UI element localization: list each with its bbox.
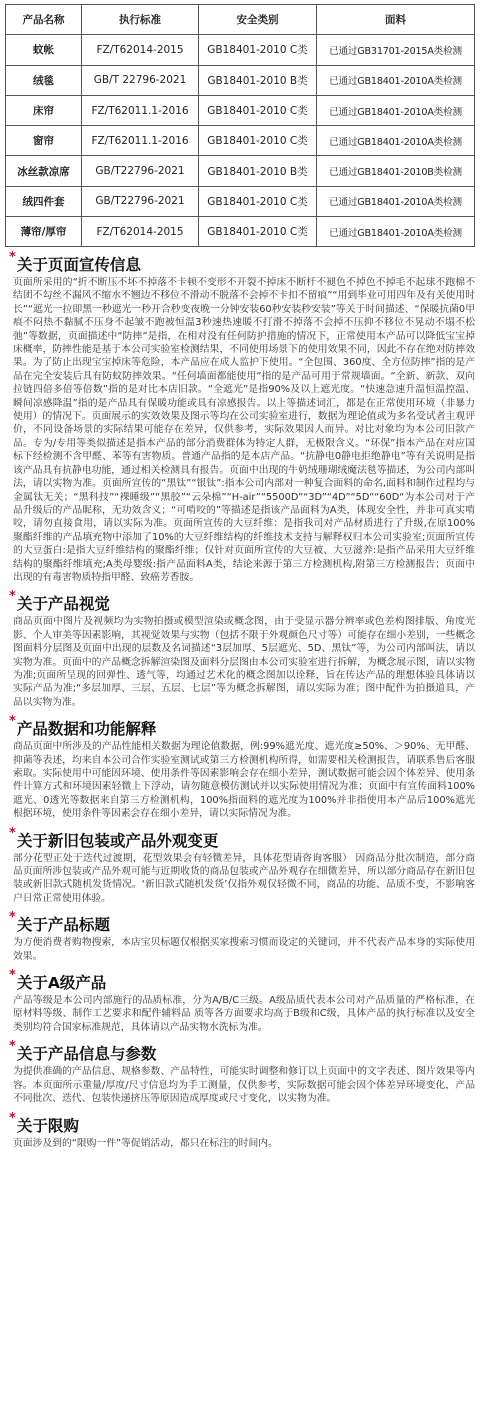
section-product-visual [9, 591, 475, 709]
cell-standard: FZ/T62014-2015 [82, 217, 199, 247]
table-row [6, 35, 475, 65]
cell-standard: FZ/T62014-2015 [82, 35, 199, 65]
table-header-row [6, 5, 475, 35]
table-row [6, 126, 475, 156]
standards-table [5, 4, 475, 247]
header-fabric: 面料 [317, 5, 475, 35]
section-body: 部分花型正处于迭代过渡期，花型效果会有轻微差异，具体花型请咨询客服） 因商品分批次制造，部分商品页面所涉包装或产品外观可能与近期收货的商品包装或产品外观存在细微差异，所以部分商品存在新旧包装或新旧款式随机发货情况。‘新旧款式随机发货’仅指外观仅轻微不同，商品的功能、品质不变，不影响客户日常正常使用体验。 [13, 852, 475, 904]
section-title: 产品数据和功能解释 [16, 720, 157, 739]
header-standard: 执行标准 [82, 5, 199, 35]
table-row [6, 217, 475, 247]
cell-safety-class: GB18401-2010 B类 [199, 65, 317, 95]
section-heading [9, 252, 475, 274]
table-row [6, 65, 475, 95]
cell-fabric: 已通过GB18401-2010A类检测 [317, 217, 475, 247]
cell-fabric: 已通过GB18401-2010A类检测 [317, 186, 475, 216]
section-heading [9, 912, 475, 934]
cell-fabric: 已通过GB18401-2010A类检测 [317, 65, 475, 95]
cell-product-name: 薄帘/厚帘 [6, 217, 82, 247]
cell-safety-class: GB18401-2010 C类 [199, 186, 317, 216]
section-heading [9, 716, 475, 738]
asterisk-icon: * [9, 250, 16, 265]
cell-standard: FZ/T62011.1-2016 [82, 126, 199, 156]
cell-standard: GB/T22796-2021 [82, 186, 199, 216]
section-title: 关于产品标题 [16, 916, 110, 935]
table-row [6, 95, 475, 125]
section-promotion-info [9, 252, 475, 584]
asterisk-icon: * [9, 825, 16, 841]
cell-product-name: 蚊帐 [6, 35, 82, 65]
section-title: 关于A级产品 [16, 974, 107, 993]
section-product-params [9, 1041, 475, 1105]
section-product-title [9, 912, 475, 963]
cell-fabric: 已通过GB18401-2010A类检测 [317, 95, 475, 125]
asterisk-icon: * [9, 1110, 16, 1126]
cell-fabric: 已通过GB18401-2010B类检测 [317, 156, 475, 186]
cell-product-name: 绒四件套 [6, 186, 82, 216]
section-a-grade [9, 970, 475, 1034]
section-purchase-limit [9, 1110, 475, 1150]
header-safety-class: 安全类别 [199, 5, 317, 35]
section-packaging-change [9, 825, 475, 906]
disclaimer-sections [9, 252, 475, 1157]
section-body: 为提供准确的产品信息、规格参数、产品特性，可能实时调整和修订以上页面中的文字表述、图片效果等内容。本页面所示重量/厚度/尺寸信息均为手工测量，仅供参考，实际数据可能会因个体差异环境变化，产品不同批次、迭代、包装快递挤压等原因造成厚度或尺寸变化，以实物为准。 [13, 1066, 475, 1105]
section-body: 为方便消费者购物搜索，本店宝贝标题仅根据买家搜索习惯而设定的关键词，并不代表产品本身的实际使用效果。 [13, 937, 475, 962]
header-product-name: 产品名称 [6, 5, 82, 35]
cell-fabric: 已通过GB18401-2010A类检测 [317, 126, 475, 156]
section-body: 页面所采用的“折不断压不坏不掉落不卡顿不变形不开裂不掉床不断杆不褪色不掉色不掉毛不起球不跑棉不结团不勾丝不漏风不缩水不翘边不移位不滑动不脱落不会掉不卡扣不留痕”“用到毕业可用四年及有关使用时长”“遮光一拉即黑一秒遮光一秒开合秒变夜晚一分钟安装60秒安装秒安装”等关于时间描述、“保暖抗菌0甲痕不闷热不黏腻不压身不起皱不跑被恒温3秒速热速暖不打滑不掉落不会掉不压抑不移位不晃动不塌不松弛”等数据，页面描述中“防摔”是指，在相对没有任何防护措施的情况下，正常使用本产品可以降低宝宝掉床概率，防摔性能是基于本公司实验室检测结果，不同使用场景下的使用效果不同，因此不存在绝对防摔效果。为了防止出现宝宝掉床等危险，本产品应在成人监护下使用。“全包围、360度、全方位防摔”指的是产品在完全安装后具有防蚊防摔效果。“任何墙面都能使用”指的是产品可用于常规墙面。“全新、新款、双向拉链四倍多倍等倍数”指的是对比本店旧款。“全遮光”是指90%及以上遮光度。“快速急速升温恒温控温、瞬间凉感降温”指的是产品具有保暖功能或具有凉感报告。以上等描述词汇，都是在正常使用环境（非暴力使用）的情况下。页面展示的实效效果及图示等均在公司实验室进行，数据为理论值或为多名受试者主观评价，不同设备场景的实际结果可能存在差异，仅供参考，实际效果因人而异。对比对象均为本公司旧款产品。专为/专用等类似描述是指本产品的部分消费群体为特定人群，无极限含义。“环保”指本产品在对应国标下经检测不含甲醛、苯等有害物质。普通产品指的是本店产品。“抗静电0静电拒绝静电”等有关说明是指该产品具有抗静电功能，通过相关检测具有报告。页面中出现的牛奶绒珊瑚绒魔法毯等描述，为公司内部叫法，请以实物为准。页面所宣传的“黑钛”“银钛”:指本公司内部对一种复合面料的命名,面料和制作过程均与金属钛无关；“黑科技”“裸睡级”“黑胶”“云朵棉”“H-air”“5500D”“3D”“4D”“5D”“60D“为本公司对于产品升级后的产品昵称，无功效含义；“可啃咬的”等描述是指该产品面料为A类，体现安全性，并非可真实啃咬，请勿直接食用，请以实际为准。页面所宣传的大豆纤维：是指我司对产品材质进行了升级,在原100%聚酯纤维的产品填充物中添加了10%的大豆纤维结构的纤维技术支持与解释权归本公司实验室;页面所宣传的大豆蛋白:是指大豆纤维结构的聚酯纤维；仅针对页面所宣传的大豆被、大豆滋养:是指产品采用大豆纤维结构的聚酯纤维填充;A类母婴级:指产品面料A类，结论来源于第三方检测机构,附第三方检测报告；页面中出现的有毒害物质特指甲醛、致癌芳香胺。 [13, 277, 475, 583]
cell-safety-class: GB18401-2010 C类 [199, 95, 317, 125]
cell-product-name: 床帘 [6, 95, 82, 125]
section-body: 商品页面中图片及视频均为实物拍摄或模型渲染或概念图，由于受显示器分辨率或色差构图排版、角度光影、个人审美等因素影响，其视觉效果与实物（包括不限于外观颜色尺寸等）可能存在细小差别，一些概念图面料分层图及页面中出现的层数及名词描述“3层加厚、5层遮光、5D、黑钛”等，为公司内部叫法，请以实物为准。页面中的产品概念拆解渲染图及面料分层图由本公司实验室进行拆解，为概念展示图，请以实物为准;页面所呈现的回弹性、透气等，均通过艺术化的概念图加以诠释，旨在传达产品的理想体验具体请以实际产品为准;“多层加厚、三层、五层、七层”等为概念拆解图，请以实际为准；图中配件为拍摄道具，产品以实物为准。 [13, 616, 475, 708]
cell-standard: FZ/T62011.1-2016 [82, 95, 199, 125]
section-heading [9, 591, 475, 613]
section-title: 关于页面宣传信息 [16, 256, 141, 274]
cell-standard: GB/T22796-2021 [82, 156, 199, 186]
section-body: 商品页面中所涉及的产品性能相关数据为理论值数据，例:99%遮光度、遮光度≥50%、＞90%、无甲醛、抑菌等表述，均来自本公司合作实验室测试或第三方检测机构所得，如需要相关检测报告，请联系售后客服索取。实际使用中可能因环境、使用条件等因素影响会存在细小差异，测试数据可能会因个体差异、使用条件计算方式和环境因素轻微上下浮动，请勿随意模仿测试并以实际使用情况为准；页面中有宣传面料100%遮光、0透光等数据来自第三方检测机构，100%指面料的遮光度为100%并非指使用本产品后100%遮光根据环境，使用条件等因素会存在细小差异，请以实际情况为准。 [13, 741, 475, 820]
section-heading [9, 1110, 475, 1135]
standards-table-container [5, 4, 474, 247]
section-title: 关于产品视觉 [16, 595, 110, 614]
asterisk-icon: * [9, 1039, 16, 1055]
cell-safety-class: GB18401-2010 C类 [199, 35, 317, 65]
cell-safety-class: GB18401-2010 C类 [199, 126, 317, 156]
section-title: 关于新旧包装或产品外观变更 [16, 831, 219, 850]
section-product-data [9, 716, 475, 820]
section-title: 关于产品信息与参数 [16, 1045, 157, 1064]
cell-product-name: 绒毯 [6, 65, 82, 95]
section-body: 页面涉及到的“限购一件”等促销活动，都只在标注的时间内。 [13, 1137, 278, 1149]
table-row [6, 186, 475, 216]
asterisk-icon: * [9, 968, 16, 984]
cell-safety-class: GB18401-2010 B类 [199, 156, 317, 186]
cell-product-name: 冰丝款凉席 [6, 156, 82, 186]
section-body: 产品等级是本公司内部施行的品质标准，分为A/B/C三级。A级品质代表本公司对产品质量的严格标准，在原材料等级、制作工艺要求和配件辅料品 质等各方面要求均高于B级和C级，具体产品的执行标准以及安全类别均符合国家标准规范，具体请以产品实物水洗标为准。 [13, 995, 475, 1033]
section-title: 关于限购 [16, 1116, 79, 1135]
asterisk-icon: * [9, 910, 16, 926]
cell-standard: GB/T 22796-2021 [82, 65, 199, 95]
section-heading [9, 970, 475, 992]
cell-fabric: 已通过GB31701-2015A类检测 [317, 35, 475, 65]
section-heading [9, 825, 475, 850]
asterisk-icon: * [9, 714, 16, 730]
asterisk-icon: * [9, 589, 16, 605]
cell-safety-class: GB18401-2010 C类 [199, 217, 317, 247]
section-heading [9, 1041, 475, 1063]
table-row [6, 156, 475, 186]
cell-product-name: 窗帘 [6, 126, 82, 156]
